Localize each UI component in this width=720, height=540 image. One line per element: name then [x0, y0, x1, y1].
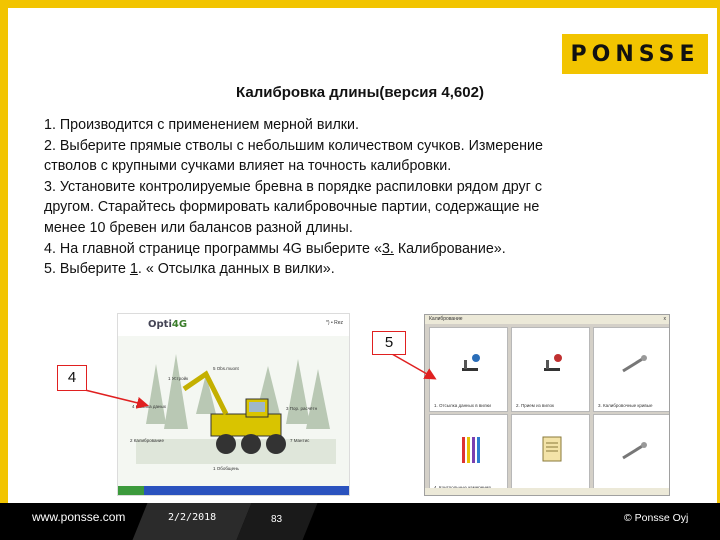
slide-title: Калибровка длины(версия 4,602)	[236, 84, 484, 101]
step-line: стволов с крупными сучками влияет на точность калибровки.	[44, 158, 452, 175]
menu-label: 4 Ссылка даных	[132, 404, 167, 409]
menu-label: 2 Калибрование	[130, 438, 164, 443]
callout-number-4: 4	[57, 365, 87, 391]
callout-number-5: 5	[372, 331, 406, 355]
footer-date: 2/2/2018	[168, 512, 217, 523]
menu-label: 1 Устройк	[168, 376, 189, 381]
step-line: 5. Выберите 1. « Отсылка данных в вилки».	[44, 261, 335, 278]
step-line: 2. Выберите прямые стволы с небольшим количеством сучков. Измерение	[44, 137, 543, 154]
opti4g-logo: Opti4G	[148, 319, 188, 330]
window-title: Калибрование	[429, 316, 463, 322]
logo-text: PONSSE	[570, 41, 700, 67]
menu-label: 5 Obs.muont	[213, 366, 239, 371]
menu-label: 3 Пор. расчётн	[286, 406, 318, 411]
footer-page-number: 83	[271, 514, 283, 525]
step-line: 1. Производится с применением мерной вилки.	[44, 117, 359, 133]
tile-label: 1. Отсылка данных в вилки	[434, 403, 491, 408]
menu-label: 7 Мантис	[290, 438, 310, 443]
tile-label: 3. Калибровочные кривые	[598, 403, 653, 408]
arrow-to-calibration-menu	[85, 390, 146, 405]
step-line: менее 10 бревен или балансов разной длины.	[44, 219, 353, 236]
menu-label: 1 Обобщень	[213, 466, 239, 471]
arrow-to-send-tile	[392, 354, 434, 378]
footer-copyright: © Ponsse Oyj	[624, 512, 689, 524]
footer-website: www.ponsse.com	[32, 510, 126, 524]
tile-label: 2. Прием из вилок	[516, 403, 554, 408]
step-line: 4. На главной странице программы 4G выберите «3. Калибрование».	[44, 240, 506, 257]
underlined-menu-number: 3.	[381, 240, 394, 257]
step-line: другом. Старайтесь формировать калибровочные партии, содержащие не	[44, 199, 540, 216]
step-line: 3. Установите контролируемые бревна в порядке распиловки рядом друг с	[44, 178, 542, 195]
close-icon: x	[663, 316, 666, 322]
footer-bar	[0, 503, 720, 540]
underlined-menu-number: 1	[129, 261, 138, 278]
language-selector: *) • Rez	[325, 320, 343, 326]
